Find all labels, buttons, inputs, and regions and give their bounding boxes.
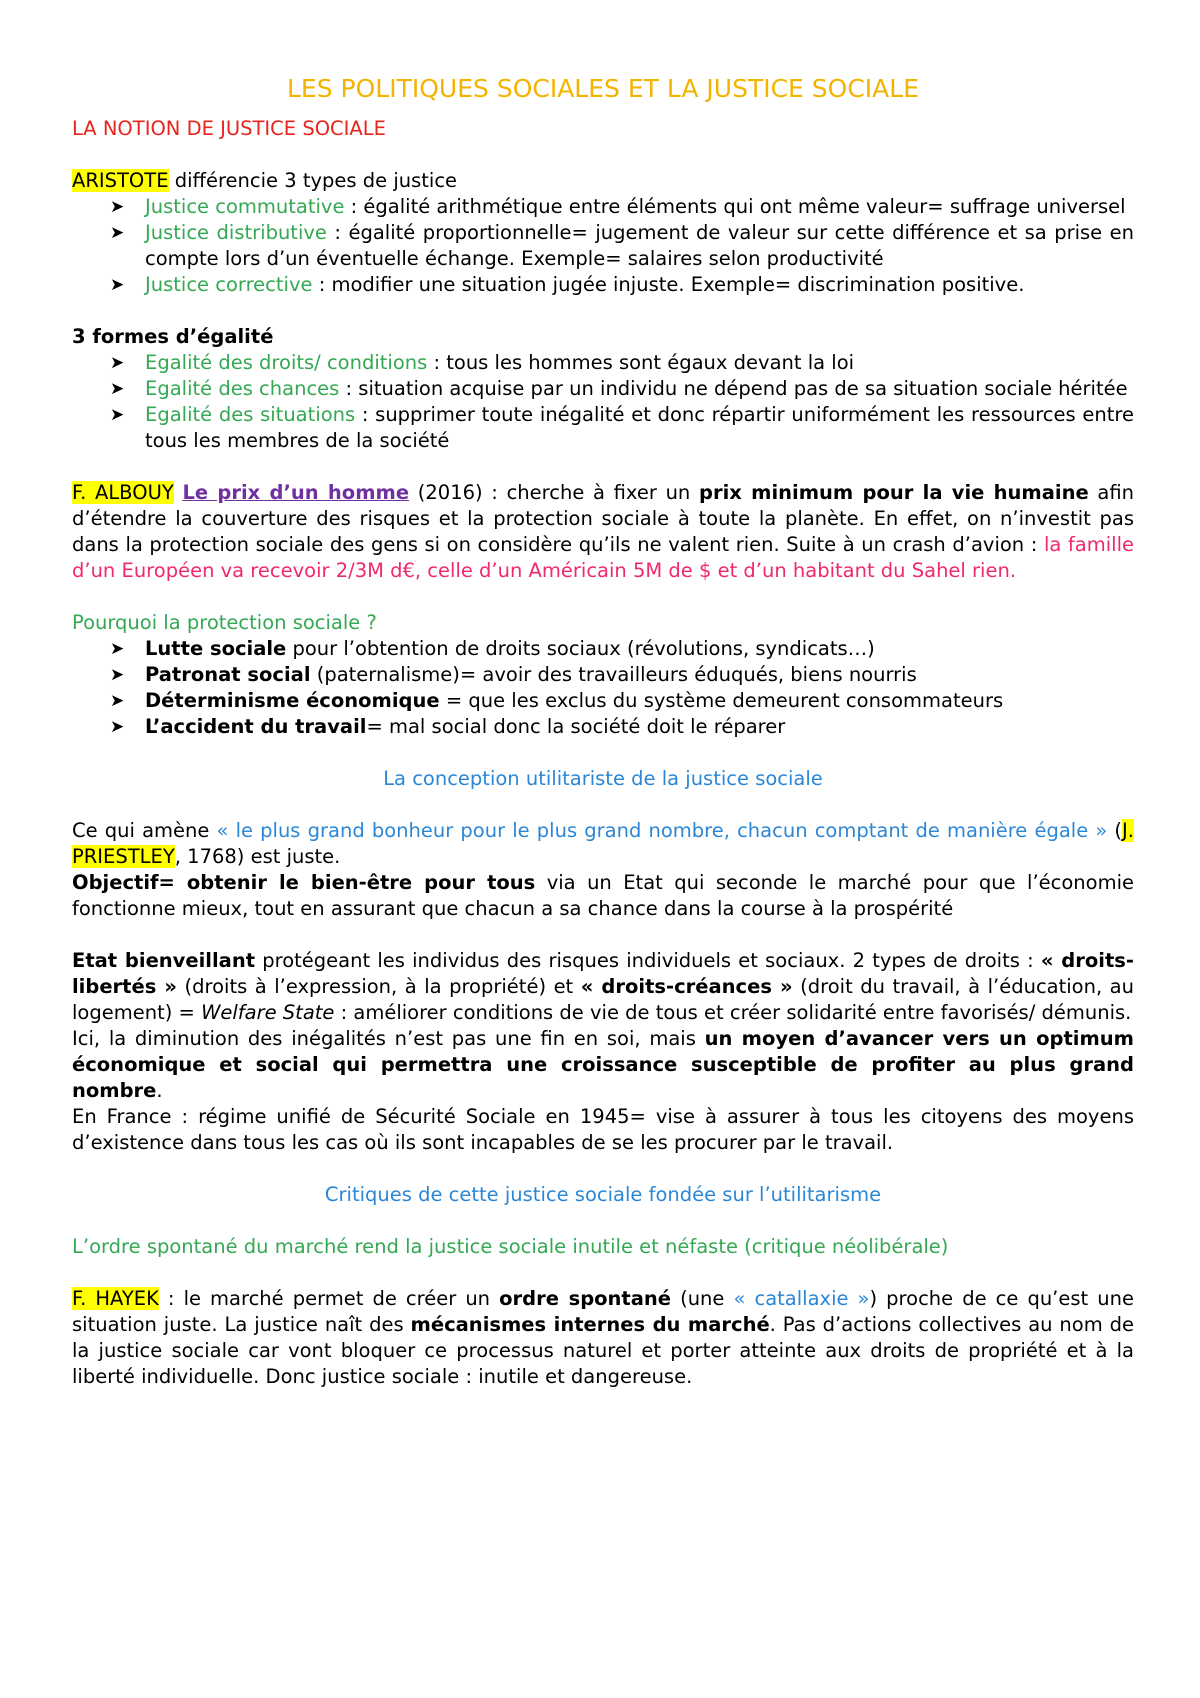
author-albouy: F. ALBOUY — [72, 481, 174, 504]
albouy-paragraph: F. ALBOUY Le prix d’un homme (2016) : cherche à fixer un prix minimum pour la vie humaine afin d’étendre la couverture des risques et la protection sociale à toute la planète. En effet, on n’investit pas dans la protection sociale des gens si on considère qu’ils ne valent rien. Suite à un crash d’avion : la famille d’un Européen va recevoir 2/3M d€, celle d’un Américain 5M de $ et d’un habitant du Sahel rien. — [72, 481, 1134, 582]
author-aristote: ARISTOTE — [72, 169, 169, 192]
section-heading-notion: LA NOTION DE JUSTICE SOCIALE — [72, 117, 386, 140]
arrow-bullet-icon: ➤ — [110, 639, 125, 659]
arrow-bullet-icon: ➤ — [110, 223, 125, 243]
list-item: ➤ Justice commutative : égalité arithmétique entre éléments qui ont même valeur= suffrage universel — [110, 195, 1126, 218]
author-hayek: F. HAYEK — [72, 1287, 159, 1310]
priestley-paragraph: Ce qui amène « le plus grand bonheur pour le plus grand nombre, chacun comptant de manière égale » (J. PRIESTLEY, 1768) est juste. — [72, 819, 1134, 868]
author-priestley: J. PRIESTLEY — [72, 819, 1134, 868]
hayek-paragraph: F. HAYEK : le marché permet de créer un ordre spontané (une « catallaxie ») proche de ce qu’est une situation juste. La justice naît des mécanismes internes du marché. Pas d’actions collectives au nom de la justice sociale car vont bloquer ce processus naturel et porter atteinte aux droits de propriété et à la liberté individuelle. Donc justice sociale : inutile et dangereuse. — [72, 1287, 1134, 1388]
list-item: ➤ Lutte sociale pour l’obtention de droits sociaux (révolutions, syndicats…) — [110, 637, 875, 660]
arrow-bullet-icon: ➤ — [110, 405, 125, 425]
list-item: ➤ Egalité des situations : supprimer toute inégalité et donc répartir uniformément les ressources entre tous les membres de la société — [110, 403, 1134, 452]
inegalites-paragraph: Ici, la diminution des inégalités n’est pas une fin en soi, mais un moyen d’avancer vers un optimum économique et social qui permettra une croissance susceptible de profiter au plus grand nombre. — [72, 1027, 1134, 1102]
pourquoi-list — [72, 636, 1134, 740]
section-heading-critiques: Critiques de cette justice sociale fondée sur l’utilitarisme — [324, 1183, 882, 1206]
arrow-bullet-icon: ➤ — [110, 717, 125, 737]
arrow-bullet-icon: ➤ — [110, 197, 125, 217]
arrow-bullet-icon: ➤ — [110, 665, 125, 685]
arrow-bullet-icon: ➤ — [110, 379, 125, 399]
pourquoi-heading: Pourquoi la protection sociale ? — [72, 611, 377, 634]
list-item: ➤ Patronat social (paternalisme)= avoir des travailleurs éduqués, biens nourris — [110, 663, 917, 686]
egalite-forms-list — [72, 350, 1134, 454]
document-page — [72, 72, 1134, 1390]
list-item: ➤ Justice corrective : modifier une situation jugée injuste. Exemple= discrimination positive. — [110, 273, 1025, 296]
list-item: ➤ Egalité des chances : situation acquise par un individu ne dépend pas de sa situation sociale héritée — [110, 377, 1128, 400]
france-paragraph: En France : régime unifié de Sécurité Sociale en 1945= vise à assurer à tous les citoyens des moyens d’existence dans tous les cas où ils sont incapables de se les procurer par le travail. — [72, 1105, 1134, 1154]
ordre-spontane-heading: L’ordre spontané du marché rend la justice sociale inutile et néfaste (critique néolibérale) — [72, 1235, 949, 1258]
objectif-paragraph: Objectif= obtenir le bien-être pour tous via un Etat qui seconde le marché pour que l’économie fonctionne mieux, tout en assurant que chacun a sa chance dans la course à la prospérité — [72, 871, 1134, 920]
list-item: ➤ Egalité des droits/ conditions : tous les hommes sont égaux devant la loi — [110, 351, 855, 374]
formes-heading: 3 formes d’égalité — [72, 325, 274, 348]
arrow-bullet-icon: ➤ — [110, 275, 125, 295]
justice-types-list — [72, 194, 1134, 298]
section-heading-utilitariste: La conception utilitariste de la justice sociale — [383, 767, 823, 790]
etat-paragraph: Etat bienveillant protégeant les individus des risques individuels et sociaux. 2 types de droits : « droits-libertés » (droits à l’expression, à la propriété) et « droits-créances » (droit du travail, à l’éducation, au logement) = Welfare State : améliorer conditions de vie de tous et créer solidarité entre favorisés/ démunis. — [72, 949, 1134, 1024]
arrow-bullet-icon: ➤ — [110, 353, 125, 373]
arrow-bullet-icon: ➤ — [110, 691, 125, 711]
document-title: LES POLITIQUES SOCIALES ET LA JUSTICE SOCIALE — [287, 74, 919, 103]
aristote-intro: ARISTOTE différencie 3 types de justice — [72, 169, 458, 192]
list-item: ➤ Déterminisme économique = que les exclus du système demeurent consommateurs — [110, 689, 1004, 712]
list-item: ➤ L’accident du travail= mal social donc la société doit le réparer — [110, 715, 786, 738]
book-title-link[interactable]: Le prix d’un homme — [182, 481, 410, 504]
list-item: ➤ Justice distributive : égalité proportionnelle= jugement de valeur sur cette différence et sa prise en compte lors d’un éventuelle échange. Exemple= salaires selon productivité — [110, 221, 1135, 270]
